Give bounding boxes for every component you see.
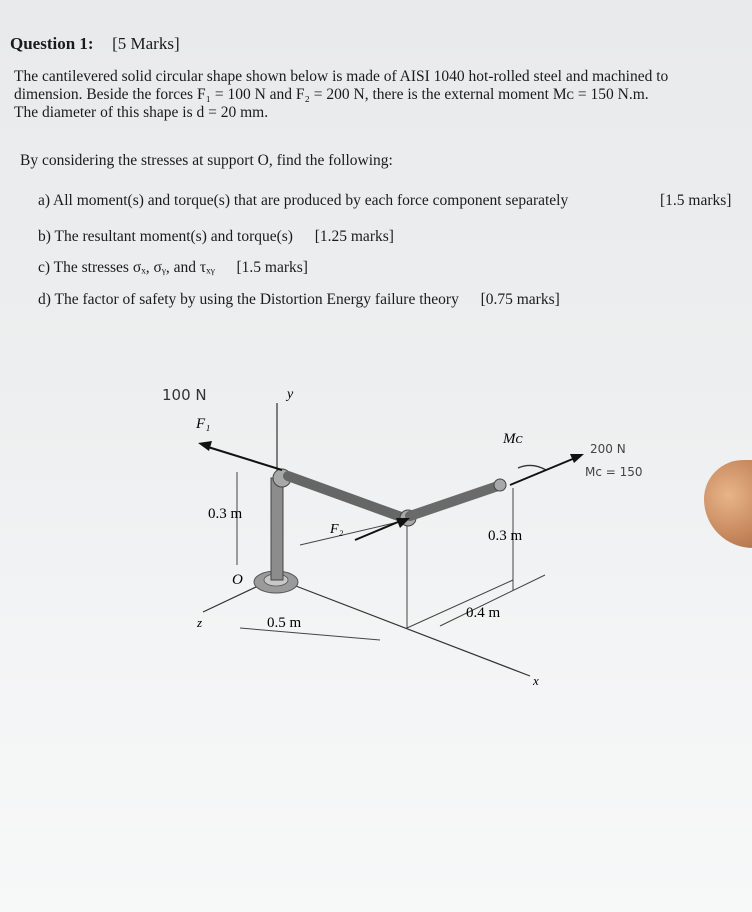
label-0.4m: 0.4 m xyxy=(466,605,501,621)
dim-line-0.5 xyxy=(240,628,380,640)
item-a-text: a) All moment(s) and torque(s) that are produced by each force component separately xyxy=(38,192,569,209)
item-a xyxy=(38,192,732,210)
moment-Mc-vector xyxy=(510,458,575,485)
handwritten-200N: 200 N xyxy=(590,442,626,456)
item-b-text: b) The resultant moment(s) and torque(s) xyxy=(38,228,293,245)
label-x: x xyxy=(533,673,539,688)
label-z: z xyxy=(197,615,203,630)
moment-Mc-arrowhead xyxy=(570,454,584,463)
lead-sentence: By considering the stresses at support O, find the following: xyxy=(20,152,393,169)
rod-end-cap xyxy=(494,479,506,491)
item-c xyxy=(38,259,308,277)
label-y: y xyxy=(287,387,294,402)
item-c-marks: [1.5 marks] xyxy=(236,259,308,276)
item-d-marks: [0.75 marks] xyxy=(480,291,560,308)
intro-line-2: dimension. Beside the forces F₁ = 100 N and F₂ = 200 N, there is the external moment Mᴄ = 150 N.m. xyxy=(14,86,649,103)
cantilever-figure xyxy=(0,340,752,720)
rod-segment-2 xyxy=(410,486,498,516)
item-b xyxy=(38,228,394,246)
question-marks: [5 Marks] xyxy=(112,34,180,53)
x-axis xyxy=(275,578,530,676)
question-title: Question 1: xyxy=(10,34,94,53)
force-F1-arrow-shaft xyxy=(208,447,282,470)
item-d-text: d) The factor of safety by using the Distortion Energy failure theory xyxy=(38,291,459,308)
label-Mc: Mᴄ xyxy=(503,431,523,447)
handwritten-100N: 100 N xyxy=(162,386,207,404)
question-heading xyxy=(10,34,180,54)
label-F1: F₁ xyxy=(196,416,211,432)
force-F1-arrowhead xyxy=(198,441,212,451)
item-d xyxy=(38,291,560,309)
item-a-marks: [1.5 marks] xyxy=(660,192,732,209)
label-0.3m-right: 0.3 m xyxy=(488,528,523,544)
label-0.5m: 0.5 m xyxy=(267,615,302,631)
intro-line-1: The cantilevered solid circular shape shown below is made of AISI 1040 hot-rolled steel and machined to xyxy=(14,68,669,85)
label-O: O xyxy=(232,572,243,588)
label-F2: F₂ xyxy=(330,522,344,537)
item-b-marks: [1.25 marks] xyxy=(314,228,394,245)
intro-line-3: The diameter of this shape is d = 20 mm. xyxy=(14,104,269,121)
guide-floor-2 xyxy=(300,520,407,545)
intro-paragraph xyxy=(14,68,668,122)
handwritten-Mc-150: Mc = 150 xyxy=(585,465,643,479)
item-c-text: c) The stresses σₓ, σᵧ, and τₓᵧ xyxy=(38,259,215,276)
vertical-rod xyxy=(271,478,283,580)
moment-Mc-curve xyxy=(518,465,546,470)
label-0.3m-left: 0.3 m xyxy=(208,506,243,522)
rod-segment-1 xyxy=(288,476,404,518)
